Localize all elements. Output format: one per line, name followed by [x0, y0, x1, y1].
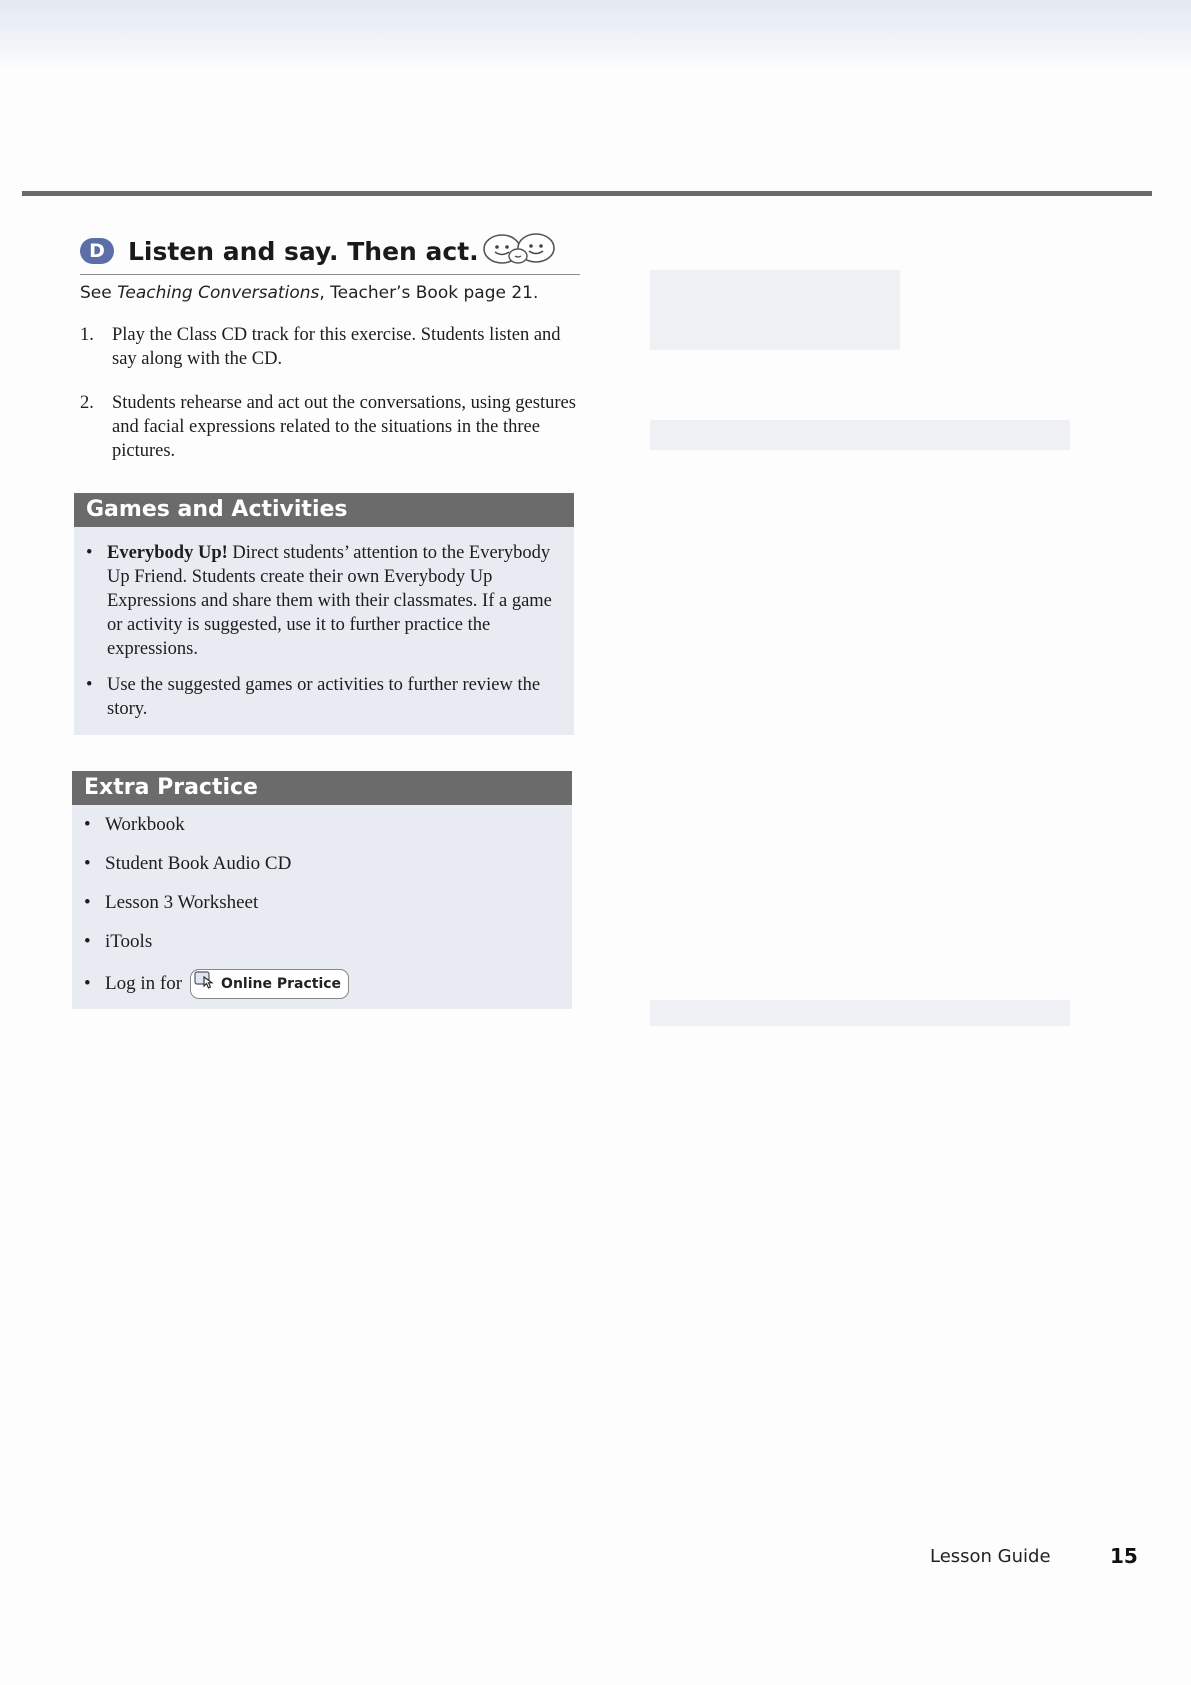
bleed-through [650, 270, 900, 350]
item-body: Use the suggested games or activities to further review the story. [107, 675, 541, 719]
bullet: • [84, 892, 91, 913]
see-prefix: See [80, 283, 118, 303]
list-item [84, 813, 562, 837]
login-text: Log in for [105, 973, 183, 994]
bullet: • [84, 931, 91, 952]
page-number: 15 [1110, 1544, 1138, 1568]
see-book-title: Teaching Conversations [117, 283, 320, 303]
step-number: 2. [80, 393, 94, 413]
list-item [84, 891, 562, 915]
conversation-faces-icon [480, 232, 558, 271]
bleed-through [650, 420, 1070, 450]
section-letter-badge: D [80, 238, 114, 264]
extra-list [72, 805, 572, 1009]
see-suffix: , Teacher’s Book page 21. [319, 283, 539, 303]
see-reference [80, 283, 580, 303]
list-item [86, 541, 564, 661]
games-activities-box [74, 493, 574, 735]
steps-list [80, 323, 580, 463]
item-text: iTools [105, 931, 153, 952]
step-number: 1. [80, 325, 94, 345]
header-rule [22, 191, 1152, 196]
item-text [107, 541, 564, 661]
extra-practice-box [72, 771, 572, 1009]
step-item [80, 391, 580, 463]
item-text: Lesson 3 Worksheet [105, 892, 259, 913]
section-title: Listen and say. Then act. [128, 236, 479, 266]
section-d [80, 228, 580, 483]
extra-practice-title: Extra Practice [72, 771, 572, 805]
online-practice-button[interactable] [190, 969, 349, 999]
top-band [0, 0, 1191, 70]
step-item [80, 323, 580, 371]
bleed-through [650, 1000, 1070, 1026]
section-heading [80, 228, 580, 275]
list-item [84, 969, 562, 999]
bullet: • [84, 853, 91, 874]
list-item [84, 930, 562, 954]
item-body: Direct students’ attention to the Everybody Up Friend. Students create their own Everybody Up Expressions and share them with their classmates. If a game or activity is suggested, use it to further practice the expressions. [107, 543, 552, 659]
games-list [74, 527, 574, 735]
bullet: • [86, 543, 93, 563]
item-bold-lead: Everybody Up! [107, 543, 228, 563]
bullet: • [84, 814, 91, 835]
list-item [86, 673, 564, 721]
games-activities-title: Games and Activities [74, 493, 574, 527]
hand-cursor-icon [194, 971, 216, 997]
item-text: Workbook [105, 814, 185, 835]
list-item [84, 852, 562, 876]
bullet: • [84, 973, 91, 994]
footer-label: Lesson Guide [930, 1546, 1051, 1567]
step-text: Students rehearse and act out the conversations, using gestures and facial expressions related to the situations in the three pictures. [112, 393, 576, 461]
item-text: Student Book Audio CD [105, 853, 292, 874]
step-text: Play the Class CD track for this exercise. Students listen and say along with the CD. [112, 325, 561, 369]
bullet: • [86, 675, 93, 695]
online-practice-label: Online Practice [221, 976, 342, 992]
